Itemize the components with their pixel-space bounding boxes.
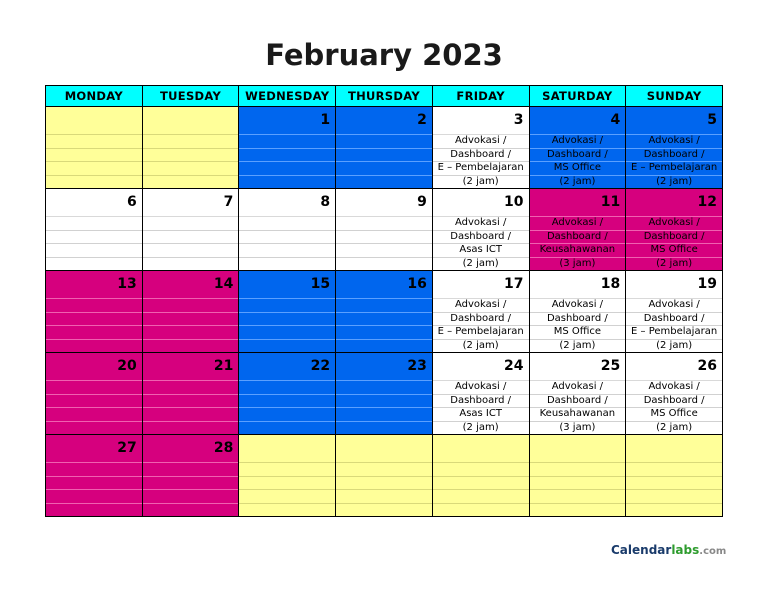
day-number: 12 xyxy=(626,189,722,217)
event-line: Advokasi / xyxy=(626,135,722,149)
event-line xyxy=(143,244,239,258)
event-line xyxy=(336,463,432,477)
day-cell[interactable] xyxy=(336,107,433,189)
event-line: Dashboard / xyxy=(530,149,626,163)
event-line xyxy=(46,326,142,340)
event-line xyxy=(239,395,335,409)
event-line: Advokasi / xyxy=(626,299,722,313)
event-line xyxy=(626,477,722,491)
event-line: (2 jam) xyxy=(462,175,499,187)
day-cell[interactable] xyxy=(239,271,336,353)
event-line xyxy=(239,408,335,422)
event-line: Dashboard / xyxy=(530,231,626,245)
event-line: E – Pembelajaran xyxy=(626,326,722,340)
event-line xyxy=(46,463,142,477)
event-line xyxy=(143,504,239,517)
event-line xyxy=(239,149,335,163)
event-line: Dashboard / xyxy=(626,395,722,409)
day-number: 21 xyxy=(143,353,239,381)
event-line: Advokasi / xyxy=(530,135,626,149)
event-line xyxy=(239,176,335,189)
event-line: Keusahawanan xyxy=(530,408,626,422)
event-line: (3 jam) xyxy=(559,257,596,269)
event-line: E – Pembelajaran xyxy=(433,162,529,176)
event-line xyxy=(239,504,335,517)
day-cell[interactable] xyxy=(46,435,143,517)
weekday-header: FRIDAY xyxy=(432,86,529,107)
event-line xyxy=(239,231,335,245)
event-line: Dashboard / xyxy=(626,313,722,327)
event-line: (2 jam) xyxy=(656,175,693,187)
event-line: Dashboard / xyxy=(433,231,529,245)
day-cell[interactable] xyxy=(46,189,143,271)
event-line: Dashboard / xyxy=(530,395,626,409)
event-line xyxy=(143,395,239,409)
day-cell[interactable] xyxy=(239,107,336,189)
event-line xyxy=(143,381,239,395)
day-cell[interactable] xyxy=(46,353,143,435)
day-number xyxy=(626,435,722,463)
day-cell[interactable] xyxy=(142,271,239,353)
event-line xyxy=(143,490,239,504)
day-number: 19 xyxy=(626,271,722,299)
logo-part-labs: labs xyxy=(671,543,700,557)
weekday-header: TUESDAY xyxy=(142,86,239,107)
day-number: 6 xyxy=(46,189,142,217)
event-line xyxy=(433,477,529,491)
day-number: 23 xyxy=(336,353,432,381)
event-line: E – Pembelajaran xyxy=(433,326,529,340)
event-line: MS Office xyxy=(626,244,722,258)
day-cell[interactable] xyxy=(46,271,143,353)
day-number xyxy=(239,435,335,463)
event-line xyxy=(239,422,335,435)
event-line: (2 jam) xyxy=(656,257,693,269)
event-line: Advokasi / xyxy=(626,381,722,395)
day-number: 16 xyxy=(336,271,432,299)
day-cell[interactable] xyxy=(336,189,433,271)
weekday-header: MONDAY xyxy=(46,86,143,107)
event-line xyxy=(336,135,432,149)
event-line xyxy=(143,463,239,477)
logo-part-com: .com xyxy=(699,546,727,557)
event-line: MS Office xyxy=(530,162,626,176)
event-line xyxy=(239,477,335,491)
event-line xyxy=(46,231,142,245)
day-number: 9 xyxy=(336,189,432,217)
event-line: MS Office xyxy=(530,326,626,340)
day-cell[interactable] xyxy=(432,107,529,189)
event-line xyxy=(336,244,432,258)
event-line xyxy=(143,340,239,353)
event-line: (2 jam) xyxy=(462,257,499,269)
event-line xyxy=(336,326,432,340)
event-line xyxy=(46,422,142,435)
event-line xyxy=(239,217,335,231)
event-line: (2 jam) xyxy=(656,339,693,351)
event-line xyxy=(46,299,142,313)
day-number: 2 xyxy=(336,107,432,135)
event-line xyxy=(336,176,432,189)
day-number: 25 xyxy=(530,353,626,381)
event-line: Keusahawanan xyxy=(530,244,626,258)
event-line xyxy=(239,244,335,258)
event-line xyxy=(530,504,626,517)
event-line xyxy=(46,340,142,353)
event-line xyxy=(336,162,432,176)
event-line: Advokasi / xyxy=(433,381,529,395)
event-line xyxy=(143,477,239,491)
event-line xyxy=(626,504,722,517)
event-line xyxy=(143,299,239,313)
event-line xyxy=(433,504,529,517)
day-number xyxy=(530,435,626,463)
day-number: 8 xyxy=(239,189,335,217)
event-line xyxy=(336,408,432,422)
event-line xyxy=(239,381,335,395)
event-line xyxy=(143,326,239,340)
event-line xyxy=(336,395,432,409)
event-line xyxy=(143,313,239,327)
event-line xyxy=(530,490,626,504)
day-number: 10 xyxy=(433,189,529,217)
event-line: E – Pembelajaran xyxy=(626,162,722,176)
event-line: Dashboard / xyxy=(433,149,529,163)
event-line xyxy=(46,176,142,189)
event-line xyxy=(239,326,335,340)
day-cell[interactable] xyxy=(336,353,433,435)
event-line xyxy=(336,231,432,245)
day-number: 11 xyxy=(530,189,626,217)
day-cell[interactable] xyxy=(142,189,239,271)
page-title: February 2023 xyxy=(265,38,503,72)
day-cell[interactable] xyxy=(626,107,723,189)
day-cell[interactable] xyxy=(142,107,239,189)
event-line: Asas ICT xyxy=(433,244,529,258)
event-line xyxy=(46,313,142,327)
day-cell[interactable] xyxy=(626,271,723,353)
day-number: 5 xyxy=(626,107,722,135)
calendar-grid xyxy=(45,85,723,517)
event-line: Dashboard / xyxy=(433,313,529,327)
day-cell[interactable] xyxy=(432,353,529,435)
event-line xyxy=(143,258,239,271)
day-cell[interactable] xyxy=(529,435,626,517)
event-line xyxy=(530,477,626,491)
event-line xyxy=(626,490,722,504)
event-line xyxy=(336,422,432,435)
event-line xyxy=(143,422,239,435)
day-cell[interactable] xyxy=(142,353,239,435)
event-line: Advokasi / xyxy=(530,299,626,313)
event-line: (2 jam) xyxy=(462,421,499,433)
event-line xyxy=(143,408,239,422)
event-line xyxy=(626,463,722,477)
event-line xyxy=(46,381,142,395)
day-number: 28 xyxy=(143,435,239,463)
event-line xyxy=(46,258,142,271)
event-line xyxy=(46,504,142,517)
event-line xyxy=(46,162,142,176)
event-line xyxy=(336,490,432,504)
event-line: Dashboard / xyxy=(530,313,626,327)
day-number xyxy=(143,107,239,135)
day-cell[interactable] xyxy=(626,189,723,271)
event-line xyxy=(143,217,239,231)
day-number: 22 xyxy=(239,353,335,381)
day-number: 3 xyxy=(433,107,529,135)
day-number: 14 xyxy=(143,271,239,299)
event-line xyxy=(46,244,142,258)
event-line: (2 jam) xyxy=(462,339,499,351)
event-line xyxy=(433,463,529,477)
logo-part-calendar: Calendar xyxy=(611,543,672,557)
event-line: MS Office xyxy=(626,408,722,422)
week-row xyxy=(46,189,723,271)
event-line xyxy=(46,217,142,231)
day-number: 4 xyxy=(530,107,626,135)
day-number: 18 xyxy=(530,271,626,299)
event-line xyxy=(239,490,335,504)
day-cell[interactable] xyxy=(529,353,626,435)
event-line xyxy=(46,490,142,504)
event-line xyxy=(239,299,335,313)
day-number: 27 xyxy=(46,435,142,463)
event-line xyxy=(336,313,432,327)
event-line xyxy=(143,162,239,176)
day-number: 7 xyxy=(143,189,239,217)
weekday-header: SATURDAY xyxy=(529,86,626,107)
day-number xyxy=(336,435,432,463)
event-line xyxy=(239,340,335,353)
event-line xyxy=(143,149,239,163)
event-line xyxy=(46,408,142,422)
weekday-header: WEDNESDAY xyxy=(239,86,336,107)
event-line xyxy=(46,395,142,409)
day-cell[interactable] xyxy=(626,435,723,517)
day-cell[interactable] xyxy=(336,435,433,517)
event-line xyxy=(239,162,335,176)
event-line xyxy=(336,340,432,353)
event-line xyxy=(46,477,142,491)
weekday-header: SUNDAY xyxy=(626,86,723,107)
event-line: Advokasi / xyxy=(530,381,626,395)
day-cell[interactable] xyxy=(529,189,626,271)
week-row xyxy=(46,107,723,189)
day-cell[interactable] xyxy=(239,353,336,435)
event-line xyxy=(530,463,626,477)
event-line: Advokasi / xyxy=(433,135,529,149)
event-line xyxy=(336,217,432,231)
calendarlabs-logo xyxy=(611,543,726,557)
event-line: (2 jam) xyxy=(559,175,596,187)
event-line xyxy=(143,135,239,149)
event-line xyxy=(239,258,335,271)
event-line: Asas ICT xyxy=(433,408,529,422)
day-cell[interactable] xyxy=(626,353,723,435)
day-cell[interactable] xyxy=(432,435,529,517)
event-line xyxy=(239,135,335,149)
day-cell[interactable] xyxy=(46,107,143,189)
day-number: 17 xyxy=(433,271,529,299)
day-number: 26 xyxy=(626,353,722,381)
day-number xyxy=(433,435,529,463)
day-number: 20 xyxy=(46,353,142,381)
event-line xyxy=(433,490,529,504)
event-line: Advokasi / xyxy=(433,217,529,231)
event-line: Advokasi / xyxy=(626,217,722,231)
event-line: Advokasi / xyxy=(530,217,626,231)
day-cell[interactable] xyxy=(336,271,433,353)
day-cell[interactable] xyxy=(239,189,336,271)
day-number xyxy=(46,107,142,135)
day-cell[interactable] xyxy=(142,435,239,517)
event-line: Dashboard / xyxy=(433,395,529,409)
event-line xyxy=(336,504,432,517)
weekday-header-row xyxy=(46,86,723,107)
event-line xyxy=(336,299,432,313)
event-line xyxy=(336,381,432,395)
day-cell[interactable] xyxy=(529,107,626,189)
day-cell[interactable] xyxy=(239,435,336,517)
weekday-header: THURSDAY xyxy=(336,86,433,107)
event-line: Advokasi / xyxy=(433,299,529,313)
event-line xyxy=(239,313,335,327)
event-line xyxy=(46,135,142,149)
day-cell[interactable] xyxy=(432,271,529,353)
day-cell[interactable] xyxy=(529,271,626,353)
day-cell[interactable] xyxy=(432,189,529,271)
day-number: 24 xyxy=(433,353,529,381)
week-row xyxy=(46,353,723,435)
event-line xyxy=(336,149,432,163)
event-line: (3 jam) xyxy=(559,421,596,433)
event-line xyxy=(143,176,239,189)
event-line xyxy=(336,477,432,491)
event-line: Dashboard / xyxy=(626,149,722,163)
day-number: 1 xyxy=(239,107,335,135)
day-number: 13 xyxy=(46,271,142,299)
event-line xyxy=(239,463,335,477)
week-row xyxy=(46,435,723,517)
day-number: 15 xyxy=(239,271,335,299)
event-line xyxy=(336,258,432,271)
event-line: Dashboard / xyxy=(626,231,722,245)
event-line xyxy=(46,149,142,163)
week-row xyxy=(46,271,723,353)
event-line: (2 jam) xyxy=(656,421,693,433)
event-line xyxy=(143,231,239,245)
event-line: (2 jam) xyxy=(559,339,596,351)
